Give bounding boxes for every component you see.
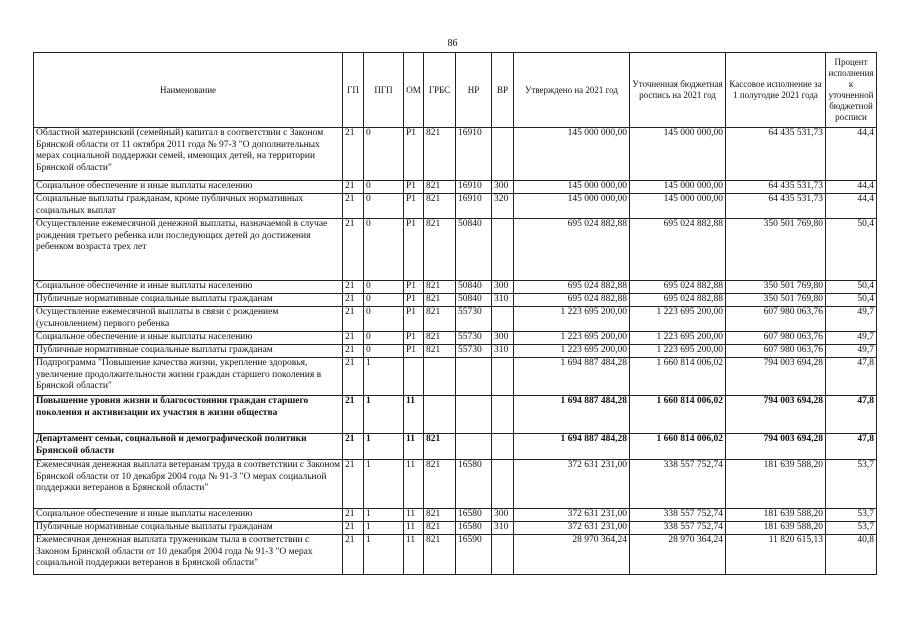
header-gp: ГП	[343, 53, 364, 128]
row-om-cell: P1	[404, 128, 424, 181]
row-percent-cell: 47,8	[826, 358, 877, 396]
row-om-cell: P1	[404, 281, 424, 294]
table-body	[34, 128, 877, 575]
row-ppgp-cell: 0	[364, 128, 404, 181]
row-refined-cell: 695 024 882,88	[630, 281, 726, 294]
row-name-cell: Социальное обеспечение и иные выплаты населению	[34, 332, 343, 345]
header-grbs: ГРБС	[424, 53, 456, 128]
row-ppgp-cell: 1	[364, 396, 404, 434]
header-vr: ВР	[492, 53, 514, 128]
row-name-cell: Социальное обеспечение и иные выплаты населению	[34, 509, 343, 522]
row-ppgp-cell: 0	[364, 294, 404, 307]
row-cash-cell: 181 639 588,20	[726, 460, 826, 509]
row-grbs-cell: 821	[424, 535, 456, 575]
row-approved-cell: 28 970 364,24	[514, 535, 630, 575]
row-grbs-cell: 821	[424, 294, 456, 307]
row-np-cell	[456, 358, 492, 396]
row-ppgp-cell: 1	[364, 535, 404, 575]
row-refined-cell: 695 024 882,88	[630, 219, 726, 281]
row-vr-cell	[492, 307, 514, 332]
row-name-cell: Социальное обеспечение и иные выплаты населению	[34, 281, 343, 294]
row-refined-cell: 145 000 000,00	[630, 181, 726, 194]
row-grbs-cell: 821	[424, 522, 456, 535]
row-om-cell: 11	[404, 509, 424, 522]
row-name-cell: Публичные нормативные социальные выплаты гражданам	[34, 345, 343, 358]
row-cash-cell: 64 435 531,73	[726, 128, 826, 181]
row-approved-cell: 372 631 231,00	[514, 460, 630, 509]
row-name-cell: Социальные выплаты гражданам, кроме публичных нормативных социальных выплат	[34, 194, 343, 219]
table-row	[34, 294, 877, 307]
row-percent-cell: 49,7	[826, 345, 877, 358]
row-om-cell: P1	[404, 345, 424, 358]
row-ppgp-cell: 1	[364, 358, 404, 396]
row-vr-cell: 300	[492, 332, 514, 345]
row-name-cell: Ежемесячная денежная выплата ветеранам труда в соответствии с Законом Брянской области от 10 декабря 2004 года № 91-З "О мерах социальной поддержки ветеранов в Брянской области"	[34, 460, 343, 509]
row-om-cell: 11	[404, 396, 424, 434]
row-approved-cell: 695 024 882,88	[514, 281, 630, 294]
row-vr-cell: 310	[492, 294, 514, 307]
row-np-cell: 50840	[456, 219, 492, 281]
row-ppgp-cell: 0	[364, 194, 404, 219]
row-om-cell	[404, 358, 424, 396]
row-gp-cell: 21	[343, 128, 364, 181]
row-np-cell: 55730	[456, 345, 492, 358]
row-grbs-cell: 821	[424, 434, 456, 460]
row-np-cell: 50840	[456, 294, 492, 307]
page-number: 86	[447, 38, 458, 49]
row-cash-cell: 64 435 531,73	[726, 194, 826, 219]
table-row	[34, 535, 877, 575]
row-vr-cell: 310	[492, 522, 514, 535]
row-percent-cell: 53,7	[826, 509, 877, 522]
table-row	[34, 434, 877, 460]
table-row	[34, 194, 877, 219]
row-cash-cell: 607 980 063,76	[726, 332, 826, 345]
row-grbs-cell: 821	[424, 509, 456, 522]
row-name-cell: Департамент семьи, социальной и демографической политики Брянской области	[34, 434, 343, 460]
row-vr-cell: 300	[492, 509, 514, 522]
table-row	[34, 396, 877, 434]
row-cash-cell: 181 639 588,20	[726, 509, 826, 522]
row-ppgp-cell: 1	[364, 522, 404, 535]
row-cash-cell: 794 003 694,28	[726, 396, 826, 434]
row-refined-cell: 1 223 695 200,00	[630, 345, 726, 358]
row-gp-cell: 21	[343, 358, 364, 396]
row-gp-cell: 21	[343, 434, 364, 460]
row-refined-cell: 338 557 752,74	[630, 460, 726, 509]
row-grbs-cell: 821	[424, 332, 456, 345]
table-row	[34, 219, 877, 281]
row-approved-cell: 145 000 000,00	[514, 181, 630, 194]
row-gp-cell: 21	[343, 396, 364, 434]
row-cash-cell: 794 003 694,28	[726, 434, 826, 460]
row-name-cell: Осуществление ежемесячной денежной выплаты, назначаемой в случае рождения третьего ребенка или последующих детей до достижения ребенком возраста трех лет	[34, 219, 343, 281]
row-name-cell: Повышение уровня жизни и благосостояния граждан старшего поколения и активизации их участия в жизни общества	[34, 396, 343, 434]
row-om-cell: 11	[404, 460, 424, 509]
row-grbs-cell: 821	[424, 345, 456, 358]
row-gp-cell: 21	[343, 332, 364, 345]
row-ppgp-cell: 1	[364, 434, 404, 460]
row-grbs-cell	[424, 358, 456, 396]
row-gp-cell: 21	[343, 535, 364, 575]
row-percent-cell: 44,4	[826, 194, 877, 219]
row-np-cell: 16580	[456, 509, 492, 522]
row-np-cell: 50840	[456, 281, 492, 294]
row-np-cell	[456, 396, 492, 434]
row-name-cell: Публичные нормативные социальные выплаты гражданам	[34, 522, 343, 535]
row-refined-cell: 145 000 000,00	[630, 128, 726, 181]
row-percent-cell: 50,4	[826, 281, 877, 294]
row-vr-cell: 300	[492, 281, 514, 294]
table-row	[34, 358, 877, 396]
row-refined-cell: 338 557 752,74	[630, 522, 726, 535]
table-row	[34, 332, 877, 345]
row-percent-cell: 47,8	[826, 434, 877, 460]
row-approved-cell: 695 024 882,88	[514, 219, 630, 281]
row-np-cell: 16910	[456, 128, 492, 181]
row-ppgp-cell: 0	[364, 219, 404, 281]
row-refined-cell: 695 024 882,88	[630, 294, 726, 307]
row-name-cell: Областной материнский (семейный) капитал в соответствии с Законом Брянской области от 11 октября 2011 года № 97-З "О дополнительных мерах социальной поддержки семей, имеющих детей, на территории Брянской области"	[34, 128, 343, 181]
row-np-cell: 55730	[456, 332, 492, 345]
row-refined-cell: 1 660 814 006,02	[630, 396, 726, 434]
row-ppgp-cell: 0	[364, 281, 404, 294]
row-np-cell: 16590	[456, 535, 492, 575]
row-name-cell: Публичные нормативные социальные выплаты гражданам	[34, 294, 343, 307]
row-refined-cell: 1 660 814 006,02	[630, 434, 726, 460]
row-cash-cell: 350 501 769,80	[726, 281, 826, 294]
table-row	[34, 509, 877, 522]
row-refined-cell: 28 970 364,24	[630, 535, 726, 575]
row-name-cell: Осуществление ежемесячной выплаты в связи с рождением (усыновлением) первого ребенка	[34, 307, 343, 332]
row-name-cell: Ежемесячная денежная выплата труженикам тыла в соответствии с Законом Брянской области от 10 декабря 2004 года № 91-З "О мерах социальной поддержки ветеранов в Брянской области"	[34, 535, 343, 575]
row-name-cell: Социальное обеспечение и иные выплаты населению	[34, 181, 343, 194]
row-approved-cell: 1 694 887 484,28	[514, 358, 630, 396]
header-percent: Процент исполнения к уточненной бюджетной росписи	[826, 53, 877, 128]
row-ppgp-cell: 1	[364, 509, 404, 522]
table-row	[34, 281, 877, 294]
header-refined: Уточненная бюджетная роспись на 2021 год	[630, 53, 726, 128]
row-refined-cell: 145 000 000,00	[630, 194, 726, 219]
row-cash-cell: 181 639 588,20	[726, 522, 826, 535]
table-row	[34, 307, 877, 332]
row-cash-cell: 11 820 615,13	[726, 535, 826, 575]
header-np: НР	[456, 53, 492, 128]
row-np-cell: 16580	[456, 522, 492, 535]
table-row	[34, 345, 877, 358]
row-approved-cell: 145 000 000,00	[514, 128, 630, 181]
row-refined-cell: 1 660 814 006,02	[630, 358, 726, 396]
row-om-cell: P1	[404, 332, 424, 345]
row-gp-cell: 21	[343, 181, 364, 194]
row-name-cell: Подпрограмма "Повышение качества жизни, укрепление здоровья, увеличение продолжительности жизни граждан старшего поколения в Брянской области"	[34, 358, 343, 396]
row-vr-cell: 310	[492, 345, 514, 358]
row-approved-cell: 145 000 000,00	[514, 194, 630, 219]
row-percent-cell: 50,4	[826, 219, 877, 281]
row-cash-cell: 64 435 531,73	[726, 181, 826, 194]
row-percent-cell: 53,7	[826, 522, 877, 535]
row-vr-cell	[492, 128, 514, 181]
row-np-cell: 55730	[456, 307, 492, 332]
row-vr-cell	[492, 219, 514, 281]
row-percent-cell: 49,7	[826, 332, 877, 345]
row-vr-cell	[492, 460, 514, 509]
table-row	[34, 460, 877, 509]
row-grbs-cell: 821	[424, 281, 456, 294]
row-gp-cell: 21	[343, 345, 364, 358]
row-vr-cell: 300	[492, 181, 514, 194]
row-approved-cell: 1 694 887 484,28	[514, 396, 630, 434]
row-om-cell: P1	[404, 307, 424, 332]
row-ppgp-cell: 0	[364, 345, 404, 358]
row-om-cell: P1	[404, 181, 424, 194]
row-np-cell: 16910	[456, 194, 492, 219]
row-om-cell: P1	[404, 219, 424, 281]
row-refined-cell: 1 223 695 200,00	[630, 332, 726, 345]
table-row	[34, 522, 877, 535]
row-grbs-cell: 821	[424, 460, 456, 509]
header-om: ОМ	[404, 53, 424, 128]
header-cash: Кассовое исполнение за 1 полугодие 2021 года	[726, 53, 826, 128]
row-approved-cell: 1 223 695 200,00	[514, 332, 630, 345]
row-gp-cell: 21	[343, 509, 364, 522]
row-approved-cell: 1 223 695 200,00	[514, 345, 630, 358]
row-ppgp-cell: 1	[364, 460, 404, 509]
row-ppgp-cell: 0	[364, 181, 404, 194]
row-approved-cell: 372 631 231,00	[514, 522, 630, 535]
row-np-cell: 16910	[456, 181, 492, 194]
row-om-cell: 11	[404, 522, 424, 535]
row-percent-cell: 50,4	[826, 294, 877, 307]
row-cash-cell: 350 501 769,80	[726, 219, 826, 281]
row-cash-cell: 350 501 769,80	[726, 294, 826, 307]
row-approved-cell: 695 024 882,88	[514, 294, 630, 307]
row-vr-cell	[492, 396, 514, 434]
row-np-cell: 16580	[456, 460, 492, 509]
row-gp-cell: 21	[343, 194, 364, 219]
row-ppgp-cell: 0	[364, 332, 404, 345]
row-refined-cell: 338 557 752,74	[630, 509, 726, 522]
header-name: Наименование	[34, 53, 343, 128]
table-header-row	[34, 53, 877, 128]
row-gp-cell: 21	[343, 281, 364, 294]
row-approved-cell: 1 223 695 200,00	[514, 307, 630, 332]
row-approved-cell: 372 631 231,00	[514, 509, 630, 522]
row-grbs-cell: 821	[424, 128, 456, 181]
row-percent-cell: 49,7	[826, 307, 877, 332]
row-gp-cell: 21	[343, 522, 364, 535]
row-np-cell	[456, 434, 492, 460]
header-approved: Утверждено на 2021 год	[514, 53, 630, 128]
row-cash-cell: 794 003 694,28	[726, 358, 826, 396]
row-grbs-cell: 821	[424, 219, 456, 281]
row-vr-cell	[492, 434, 514, 460]
row-percent-cell: 53,7	[826, 460, 877, 509]
row-approved-cell: 1 694 887 484,28	[514, 434, 630, 460]
row-grbs-cell	[424, 396, 456, 434]
row-vr-cell: 320	[492, 194, 514, 219]
table-row	[34, 128, 877, 181]
row-gp-cell: 21	[343, 219, 364, 281]
row-cash-cell: 607 980 063,76	[726, 345, 826, 358]
row-grbs-cell: 821	[424, 181, 456, 194]
row-percent-cell: 44,4	[826, 181, 877, 194]
row-gp-cell: 21	[343, 460, 364, 509]
row-percent-cell: 47,8	[826, 396, 877, 434]
row-grbs-cell: 821	[424, 194, 456, 219]
row-gp-cell: 21	[343, 307, 364, 332]
row-vr-cell	[492, 535, 514, 575]
row-om-cell: 11	[404, 434, 424, 460]
budget-execution-table	[33, 52, 877, 575]
row-percent-cell: 44,4	[826, 128, 877, 181]
row-gp-cell: 21	[343, 294, 364, 307]
row-ppgp-cell: 0	[364, 307, 404, 332]
header-ppgp: ПГП	[364, 53, 404, 128]
row-cash-cell: 607 980 063,76	[726, 307, 826, 332]
row-om-cell: 11	[404, 535, 424, 575]
row-grbs-cell: 821	[424, 307, 456, 332]
row-om-cell: P1	[404, 194, 424, 219]
row-refined-cell: 1 223 695 200,00	[630, 307, 726, 332]
row-vr-cell	[492, 358, 514, 396]
table-row	[34, 181, 877, 194]
row-percent-cell: 40,8	[826, 535, 877, 575]
row-om-cell: P1	[404, 294, 424, 307]
